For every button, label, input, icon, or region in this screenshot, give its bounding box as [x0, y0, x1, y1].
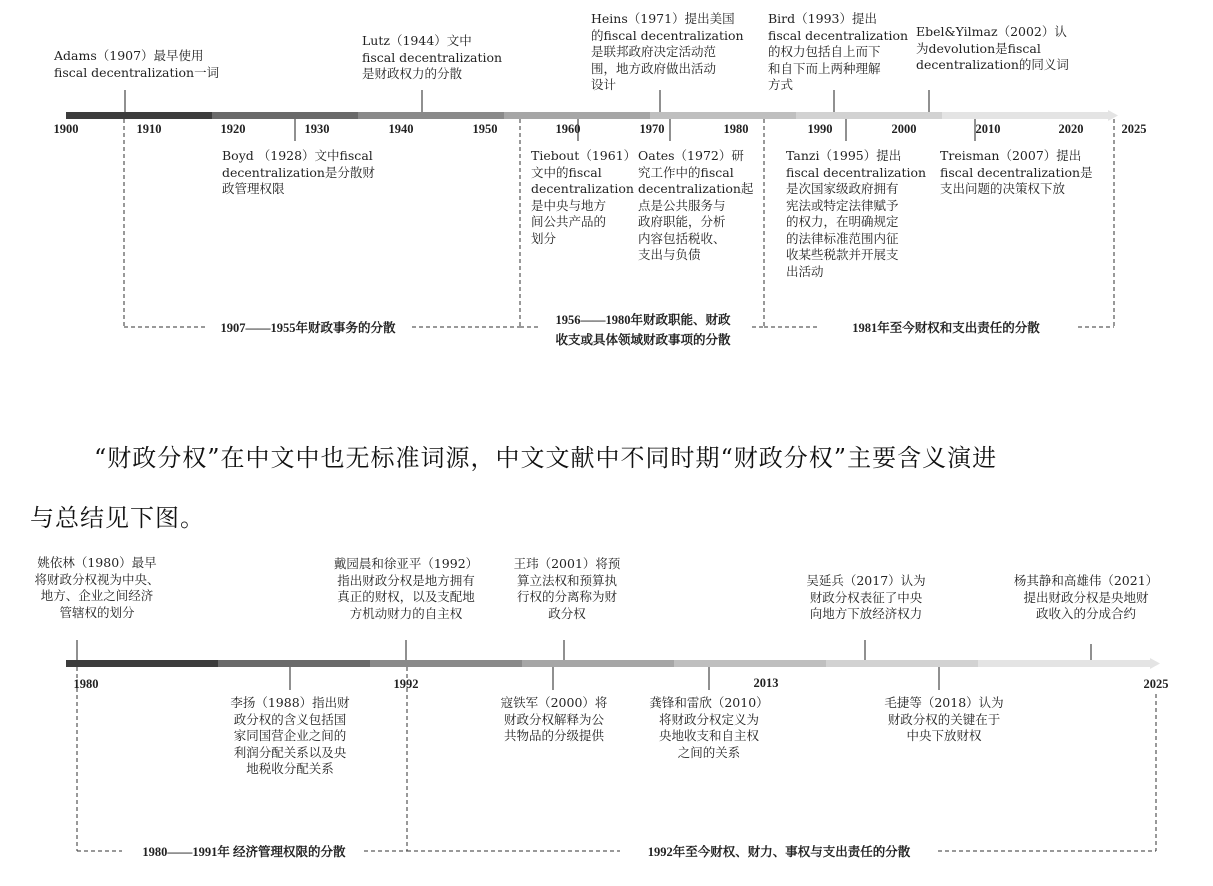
tl1-year: 1950 — [472, 122, 498, 136]
timeline1-years — [54, 122, 1147, 136]
tl1-note-ebel: Ebel&Yilmaz（2002）认 为devolution是fiscal decentralization的同义词 — [916, 24, 1069, 72]
paragraph-line-1: “财政分权”在中文中也无标准词源，中文文献中不同时期“财政分权”主要含义演进 — [94, 444, 998, 472]
tl1-year: 1940 — [388, 122, 414, 136]
tl2-note-wang: 王玮（2001）将预 算立法权和预算执 行权的分离称为财 政分权 — [513, 556, 621, 621]
tl1-year: 1990 — [807, 122, 833, 136]
timeline2-bar — [66, 658, 1160, 669]
period-label: 1981年至今财权和支出责任的分散 — [852, 321, 1040, 335]
tl1-note-oates: Oates（1972）研 究工作中的fiscal decentralization起 点是公共服务与 政府职能，分析 内容包括税收、 支出与负债 — [638, 148, 754, 262]
tl1-year: 2020 — [1058, 122, 1084, 136]
tl1-year: 1930 — [304, 122, 330, 136]
tl1-year: 1970 — [639, 122, 665, 136]
tl1-note-bird: Bird（1993）提出 fiscal decentralization 的权力包括自上而下 和自下而上两种理解 方式 — [768, 11, 909, 92]
paragraph-line-2: 与总结见下图。 — [30, 504, 205, 532]
tl2-note-yao: 姚依林（1980）最早 将财政分权视为中央、 地方、企业之间经济 管辖权的划分 — [34, 555, 160, 620]
period-label: 收支或具体领域财政事项的分散 — [555, 333, 731, 347]
tl1-year: 1980 — [723, 122, 749, 136]
tl2-note-gong: 龚锋和雷欣（2010） 将财政分权定义为 央地收支和自主权 之间的关系 — [649, 695, 769, 760]
tl2-year: 2025 — [1143, 677, 1169, 691]
period-label: 1992年至今财权、财力、事权与支出责任的分散 — [647, 845, 911, 859]
tl1-note-treisman: Treisman（2007）提出 fiscal decentralization是 支出问题的决策权下放 — [940, 148, 1093, 196]
tl1-year: 1900 — [53, 122, 79, 136]
tl2-year: 2013 — [753, 676, 779, 690]
period-label: 1980——1991年 经济管理权限的分散 — [142, 845, 346, 859]
tl1-year: 2000 — [891, 122, 917, 136]
tl2-year: 1980 — [73, 677, 99, 691]
tl2-note-dai: 戴园晨和徐亚平（1992） 指出财政分权是地方拥有 真正的财权，以及支配地 方机动财力的自主权 — [333, 556, 479, 621]
tl1-year: 1960 — [555, 122, 581, 136]
tl2-note-kou: 寇铁军（2000）将 财政分权解释为公 共物品的分级提供 — [500, 695, 608, 743]
tl1-year: 2025 — [1121, 122, 1147, 136]
tl1-note-heins: Heins（1971）提出美国 的fiscal decentralization 是联邦政府决定活动范 围，地方政府做出活动 设计 — [591, 11, 744, 92]
tl2-note-mao: 毛捷等（2018）认为 财政分权的关键在于 中央下放财权 — [884, 695, 1004, 743]
tl1-year: 1920 — [220, 122, 246, 136]
timeline1-periods — [220, 312, 1040, 347]
tl1-note-boyd: Boyd （1928）文中fiscal decentralization是分散财 政管理权限 — [222, 148, 375, 196]
tl1-note-lutz: Lutz（1944）文中 fiscal decentralization 是财政权力的分散 — [362, 33, 503, 81]
tl2-note-yang: 杨其静和高雄伟（2021） 提出财政分权是央地财 政收入的分成合约 — [1013, 573, 1159, 621]
tl2-note-li: 李扬（1988）指出财 政分权的含义包括国 家同国营企业之间的 利润分配关系以及央 地税收分配关系 — [230, 695, 350, 776]
tl2-note-wu: 吴延兵（2017）认为 财政分权表征了中央 向地方下放经济权力 — [806, 573, 926, 621]
timeline2-years — [74, 676, 1169, 691]
tl1-note-tiebout: Tiebout（1961） 文中的fiscal decentralization 是中央与地方 间公共产品的 划分 — [531, 148, 637, 246]
tl1-year: 1910 — [136, 122, 162, 136]
tl2-year: 1992 — [393, 677, 419, 691]
tl1-note-tanzi: Tanzi（1995）提出 fiscal decentralization 是次国家级政府拥有 宪法或特定法律赋予 的权力，在明确规定 的法律标准范围内征 收某些税款并开展支 出活动 — [786, 148, 927, 279]
tl1-note-adams: Adams（1907）最早使用 fiscal decentralization一词 — [54, 48, 220, 80]
period-label: 1956——1980年财政职能、财政 — [555, 313, 731, 327]
timeline1-bar — [66, 110, 1118, 121]
period-label: 1907——1955年财政事务的分散 — [220, 321, 396, 335]
tl1-year: 2010 — [975, 122, 1001, 136]
